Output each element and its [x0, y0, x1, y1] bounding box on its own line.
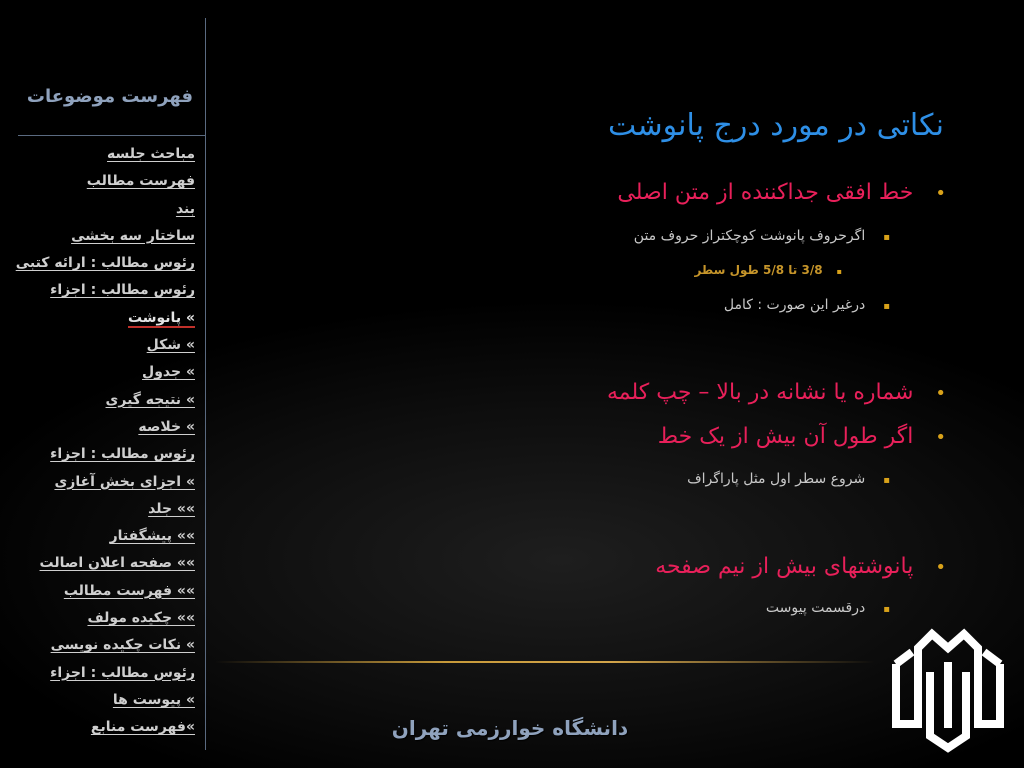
toc-list [16, 142, 195, 743]
toc-item[interactable] [16, 360, 195, 387]
toc-item-label[interactable]: فهرست مطالب [86, 173, 195, 190]
toc-item-label[interactable]: رئوس مطالب : ارائه کتبی [15, 255, 195, 272]
subbullet-otherwise-full: ▪درغیر این صورت : کامل [723, 297, 890, 313]
toc-item[interactable] [16, 142, 195, 169]
toc-item-label[interactable]: بند [175, 200, 195, 217]
toc-item-label[interactable]: رئوس مطالب : اجزاء [50, 282, 195, 299]
toc-item-label[interactable]: مباحث جلسه [107, 146, 195, 162]
toc-item[interactable] [16, 633, 195, 660]
toc-item-label[interactable]: » اجزای بخش آغازی [54, 473, 195, 490]
toc-item[interactable] [16, 442, 195, 469]
toc-item-label[interactable]: »فهرست منابع [90, 719, 195, 736]
toc-item-label[interactable]: »» فهرست مطالب [63, 582, 195, 599]
toc-item-label[interactable]: »» جلد [148, 500, 195, 517]
toc-item[interactable] [16, 306, 195, 333]
toc-item-label[interactable]: » جدول [142, 364, 195, 381]
bullet-mark-position: •شماره یا نشانه در بالا – چپ کلمه [606, 380, 946, 405]
square-bullet-icon: ▪ [836, 267, 842, 276]
bullet-icon: • [935, 183, 946, 204]
university-name: دانشگاه خوارزمی تهران [391, 716, 629, 740]
toc-item[interactable] [16, 197, 195, 224]
toc-item[interactable] [16, 333, 195, 360]
subbullet-smaller-font: ▪اگرحروف پانوشت کوچکتراز حروف متن [633, 228, 890, 244]
toc-item[interactable] [16, 688, 195, 715]
subbullet-paragraph-start: ▪شروع سطر اول مثل پاراگراف [687, 471, 890, 487]
sidebar-divider [205, 18, 206, 750]
toc-item-label[interactable]: »» صفحه اعلان اصالت [39, 555, 195, 572]
toc-item-label[interactable]: » پیوست ها [112, 691, 195, 708]
sidebar [0, 0, 205, 768]
square-bullet-icon: ▪ [883, 475, 890, 486]
toc-item[interactable] [16, 551, 195, 578]
bullet-icon: • [935, 383, 946, 404]
footer-divider [215, 661, 875, 663]
toc-item-label[interactable]: » نکات چکیده نویسی [50, 637, 195, 654]
toc-item[interactable] [16, 524, 195, 551]
toc-item-label[interactable]: » خلاصه [138, 418, 195, 435]
toc-item[interactable] [16, 415, 195, 442]
bullet-half-page: •پانوشتهای بیش از نیم صفحه [655, 554, 946, 579]
square-bullet-icon: ▪ [883, 232, 890, 243]
square-bullet-icon: ▪ [883, 604, 890, 615]
toc-item-label[interactable]: » پانوشت [127, 309, 195, 326]
bullet-icon: • [935, 427, 946, 448]
toc-item[interactable] [16, 497, 195, 524]
toc-item-label[interactable]: رئوس مطالب : اجزاء [50, 446, 195, 463]
toc-item-label[interactable]: رئوس مطالب : اجزاء [50, 664, 195, 681]
toc-item-label[interactable]: ساختار سه بخشی [71, 227, 195, 244]
bullet-longer-than-line: •اگر طول آن بیش از یک خط [657, 424, 946, 449]
toc-item[interactable] [16, 224, 195, 251]
slide-title: نکاتی در مورد درج پانوشت [608, 108, 944, 143]
bullet-icon: • [935, 557, 946, 578]
bullet-separator-line: •خط افقی جداکننده از متن اصلی [617, 180, 946, 205]
toc-item[interactable] [16, 579, 195, 606]
university-logo-icon [890, 628, 1006, 754]
toc-item[interactable] [16, 251, 195, 278]
subsubbullet-line-length: ▪3/8 تا 5/8 طول سطر [694, 263, 842, 277]
toc-item-label[interactable]: »» چکیده مولف [87, 610, 195, 627]
toc-title: فهرست موضوعات [26, 86, 193, 107]
toc-divider [18, 135, 206, 136]
toc-item[interactable] [16, 470, 195, 497]
toc-item[interactable] [16, 169, 195, 196]
toc-item[interactable] [16, 388, 195, 415]
toc-item-label[interactable]: »» پیشگفتار [109, 528, 195, 545]
subbullet-appendix: ▪درقسمت پیوست [765, 600, 890, 616]
toc-item[interactable] [16, 606, 195, 633]
toc-item-label[interactable]: » شکل [146, 337, 195, 354]
toc-item-label[interactable]: » نتیجه گیری [105, 391, 195, 408]
square-bullet-icon: ▪ [883, 301, 890, 312]
toc-item[interactable] [16, 661, 195, 688]
toc-item[interactable] [16, 278, 195, 305]
toc-item[interactable] [16, 715, 195, 742]
